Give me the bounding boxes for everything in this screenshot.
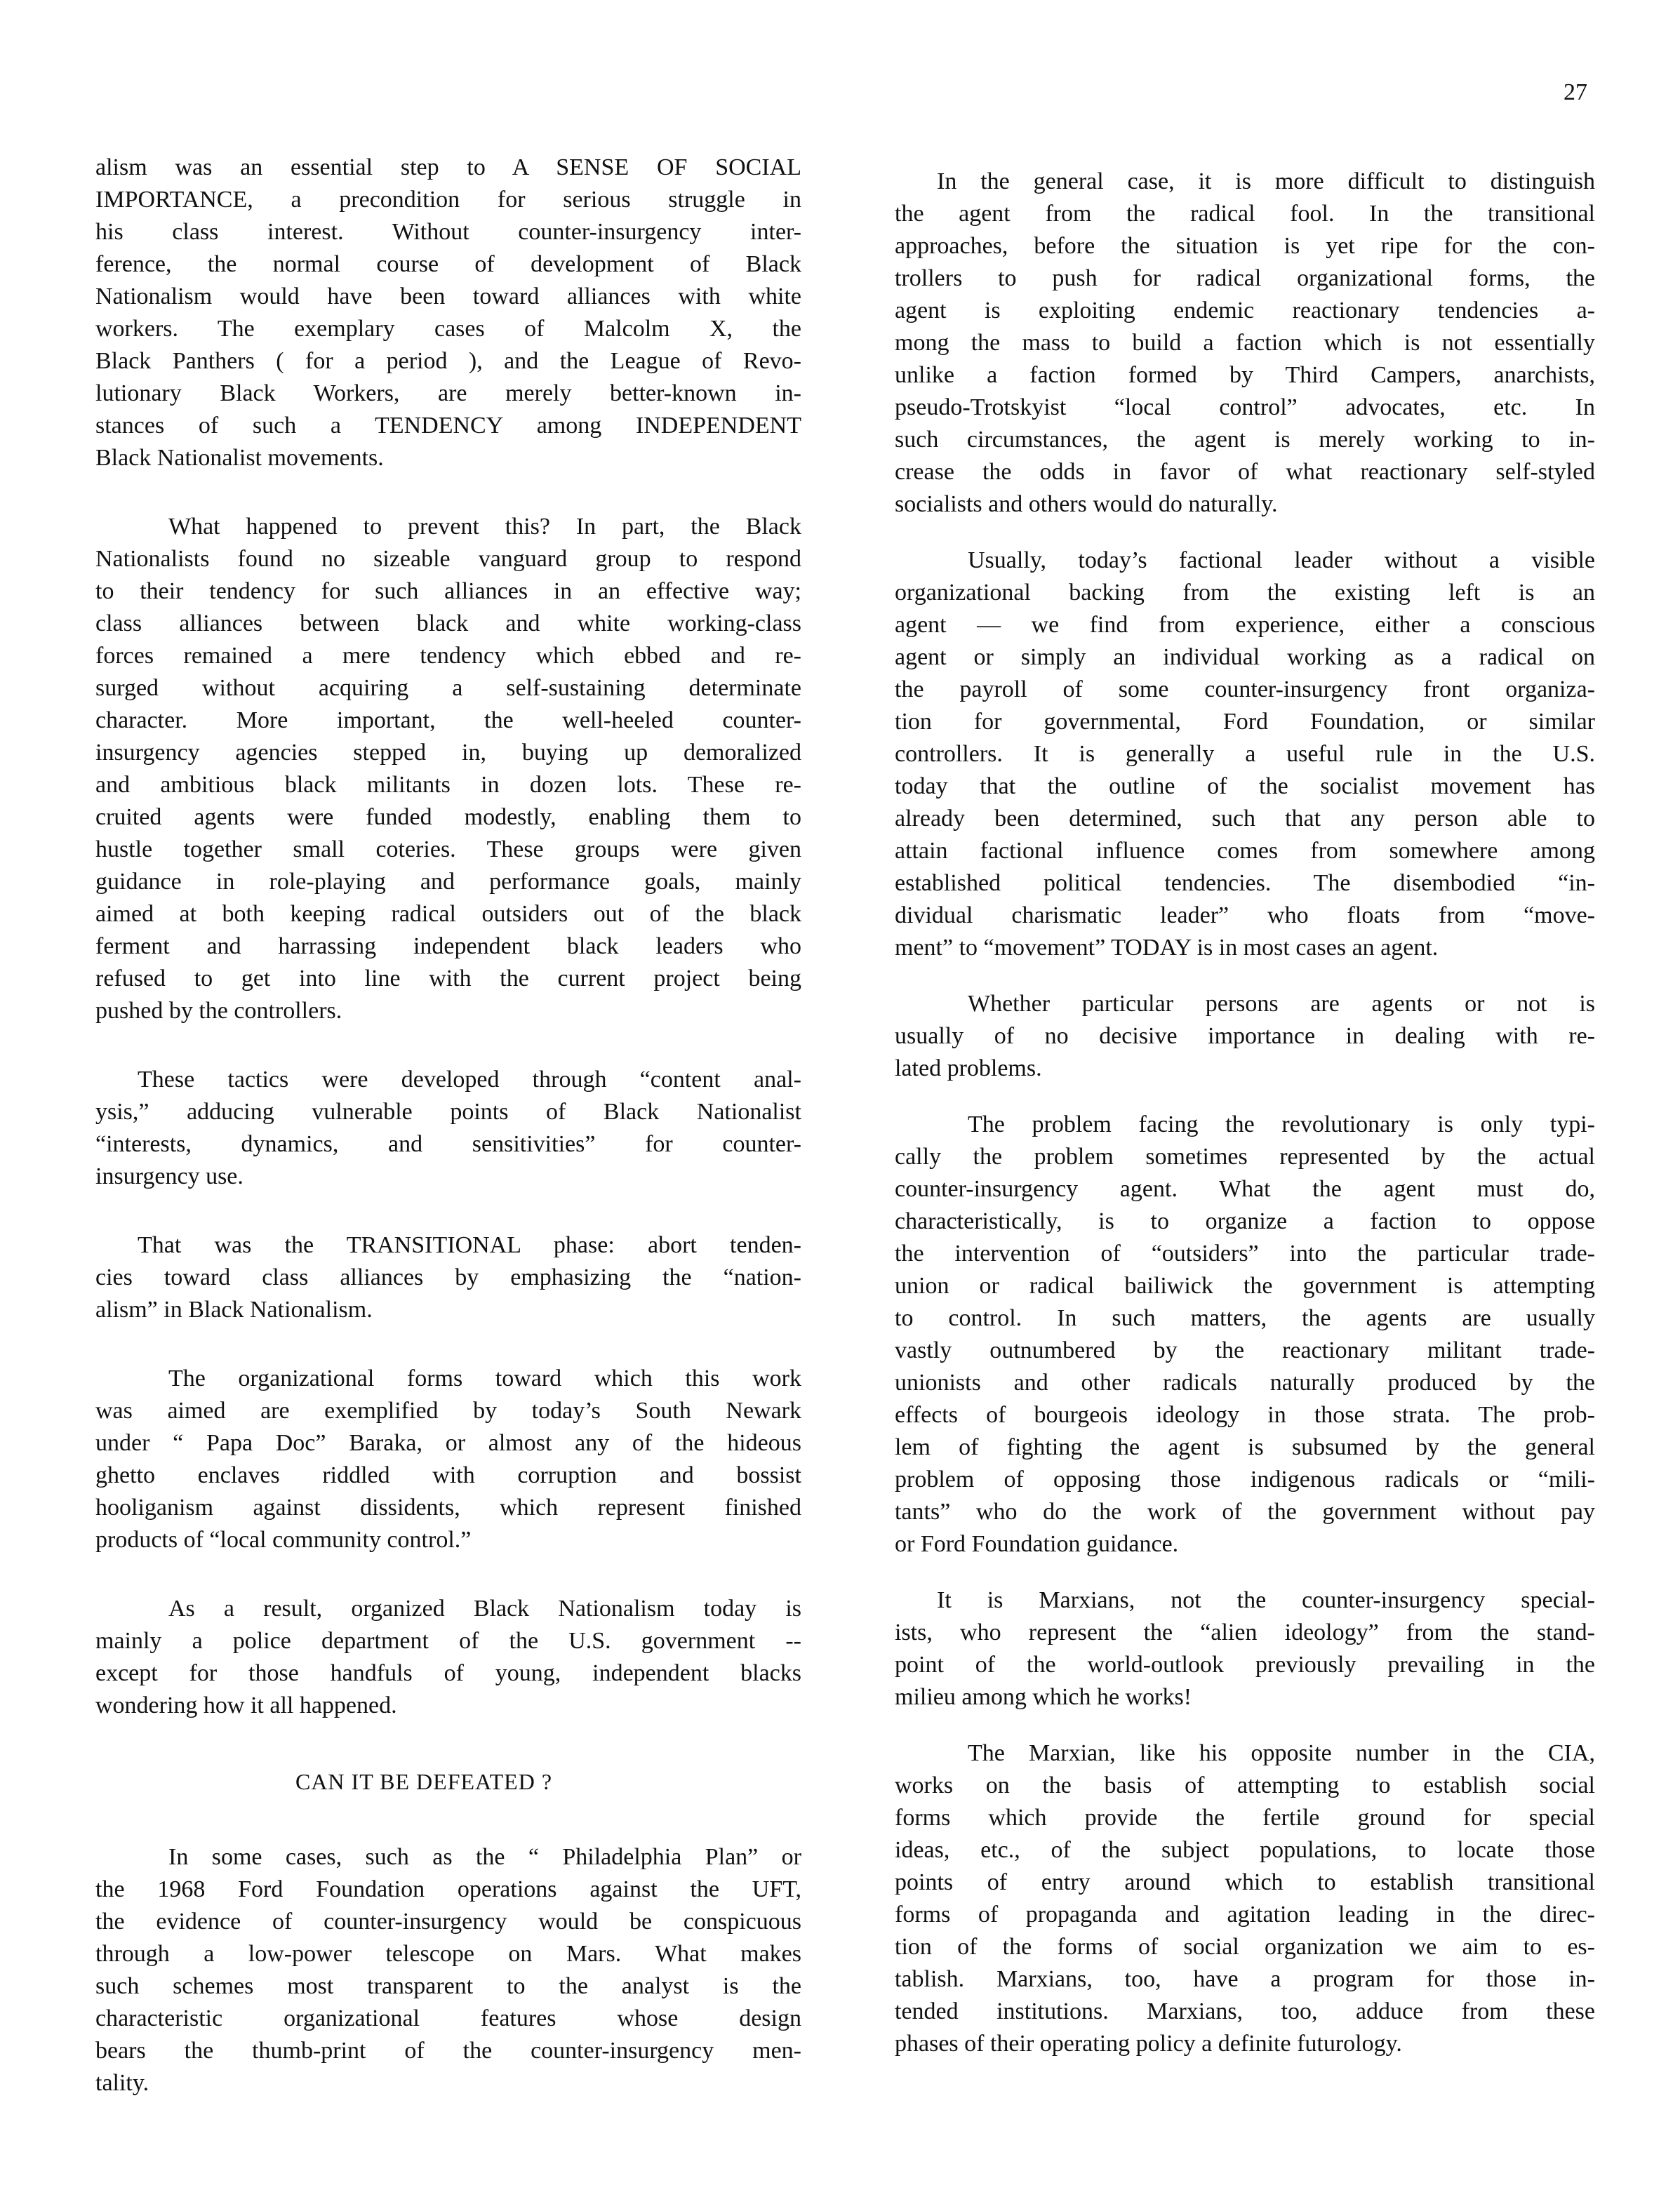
text-line: was aimed are exemplified by today’s South Newark xyxy=(95,1398,801,1424)
paragraph xyxy=(95,1841,801,2099)
text-line: Nationalists found no sizeable vanguard group to respond xyxy=(95,546,801,572)
text-line: The Marxian, like his opposite number in the CIA, xyxy=(968,1740,1595,1766)
text-line: cruited agents were funded modestly, enabling them to xyxy=(95,804,801,830)
text-line: under “ Papa Doc” Baraka, or almost any of the hideous xyxy=(95,1430,801,1456)
text-line: characteristically, is to organize a faction to oppose xyxy=(895,1208,1595,1234)
text-line: The problem facing the revolutionary is only typi- xyxy=(968,1111,1595,1137)
text-line: What happened to prevent this? In part, the Black xyxy=(168,514,801,540)
text-line: lem of fighting the agent is subsumed by the general xyxy=(895,1434,1595,1460)
text-line: unionists and other radicals naturally produced by the xyxy=(895,1370,1595,1396)
text-line: In the general case, it is more difficult to distinguish xyxy=(937,168,1595,194)
text-line: except for those handfuls of young, independent blacks xyxy=(95,1660,801,1686)
left-column xyxy=(95,152,801,2099)
text-line: bears the thumb-print of the counter-insurgency men- xyxy=(95,2038,801,2064)
text-line: to their tendency for such alliances in an effective way; xyxy=(95,578,801,604)
text-line: agent or simply an individual working as a radical on xyxy=(895,644,1595,670)
text-line: “interests, dynamics, and sensitivities” for counter- xyxy=(95,1131,801,1157)
text-line: agent — we find from experience, either a conscious xyxy=(895,612,1595,638)
text-line: through a low-power telescope on Mars. What makes xyxy=(95,1941,801,1967)
text-line: hooliganism against dissidents, which represent finished xyxy=(95,1495,801,1521)
text-line: alism was an essential step to A SENSE OF SOCIAL xyxy=(95,154,801,180)
text-line: established political tendencies. The disembodied “in- xyxy=(895,870,1595,896)
text-line: forms which provide the fertile ground for special xyxy=(895,1805,1595,1831)
text-line: crease the odds in favor of what reactionary self-styled xyxy=(895,459,1595,485)
left-paragraphs-after-heading xyxy=(95,1841,801,2099)
text-line: works on the basis of attempting to establish social xyxy=(895,1772,1595,1798)
text-line: phases of their operating policy a definite futurology. xyxy=(895,2031,1402,2057)
text-line: aimed at both keeping radical outsiders out of the black xyxy=(95,901,801,927)
text-line: It is Marxians, not the counter-insurgency special- xyxy=(937,1587,1595,1613)
text-line: the intervention of “outsiders” into the particular trade- xyxy=(895,1241,1595,1267)
text-line: such circumstances, the agent is merely working to in- xyxy=(895,427,1595,453)
text-line: workers. The exemplary cases of Malcolm X, the xyxy=(95,316,801,342)
section-heading: CAN IT BE DEFEATED ? xyxy=(295,1769,553,1794)
paragraph xyxy=(95,1363,801,1556)
text-line: These tactics were developed through “content anal- xyxy=(138,1067,801,1093)
text-line: counter-insurgency agent. What the agent must do, xyxy=(895,1176,1595,1202)
text-line: tality. xyxy=(95,2070,149,2096)
text-line: wondering how it all happened. xyxy=(95,1692,397,1718)
text-line: class alliances between black and white working-class xyxy=(95,610,801,636)
text-line: mong the mass to build a faction which is not essentially xyxy=(895,330,1595,356)
text-line: ment” to “movement” TODAY is in most cases an agent. xyxy=(895,935,1439,961)
text-line: to control. In such matters, the agents are usually xyxy=(895,1305,1595,1331)
text-line: Black Panthers ( for a period ), and the League of Revo- xyxy=(95,348,801,374)
text-line: pseudo-Trotskyist “local control” advocates, etc. In xyxy=(895,394,1595,420)
text-line: tants” who do the work of the government without pay xyxy=(895,1499,1595,1525)
text-line: approaches, before the situation is yet ripe for the con- xyxy=(895,233,1595,259)
text-line: milieu among which he works! xyxy=(895,1684,1192,1710)
text-line: In some cases, such as the “ Philadelphia Plan” or xyxy=(168,1844,801,1870)
text-line: tion of the forms of social organization we aim to es- xyxy=(895,1934,1595,1960)
text-line: socialists and others would do naturally. xyxy=(895,491,1278,517)
paragraph xyxy=(95,1064,801,1193)
text-line: already been determined, such that any person able to xyxy=(895,806,1595,831)
text-line: organizational backing from the existing left is an xyxy=(895,580,1595,606)
text-line: hustle together small coteries. These groups were given xyxy=(95,836,801,862)
page-number: 27 xyxy=(1564,79,1587,105)
text-line: vastly outnumbered by the reactionary militant trade- xyxy=(895,1337,1595,1363)
paragraph xyxy=(95,511,801,1027)
text-line: alism” in Black Nationalism. xyxy=(95,1297,373,1323)
text-line: mainly a police department of the U.S. government -- xyxy=(95,1628,801,1654)
text-line: Whether particular persons are agents or not is xyxy=(968,991,1595,1017)
text-line: As a result, organized Black Nationalism today is xyxy=(168,1596,801,1622)
text-line: IMPORTANCE, a precondition for serious struggle in xyxy=(95,187,801,213)
text-line: attain factional influence comes from somewhere among xyxy=(895,838,1595,864)
text-line: point of the world-outlook previously prevailing in the xyxy=(895,1652,1595,1678)
text-line: the evidence of counter-insurgency would be conspicuous xyxy=(95,1909,801,1935)
paragraph xyxy=(895,545,1595,964)
right-paragraphs xyxy=(895,166,1595,2060)
text-line: effects of bourgeois ideology in those strata. The prob- xyxy=(895,1402,1595,1428)
text-line: refused to get into line with the current project being xyxy=(95,966,801,991)
text-line: forces remained a mere tendency which ebbed and re- xyxy=(95,643,801,669)
paragraph xyxy=(895,1109,1595,1561)
text-line: The organizational forms toward which this work xyxy=(168,1365,801,1391)
text-line: insurgency use. xyxy=(95,1163,244,1189)
paragraph xyxy=(895,1584,1595,1714)
text-line: unlike a faction formed by Third Campers, anarchists, xyxy=(895,362,1595,388)
paragraph xyxy=(95,152,801,474)
text-line: tended institutions. Marxians, too, adduce from these xyxy=(895,1998,1595,2024)
text-line: such schemes most transparent to the analyst is the xyxy=(95,1973,801,1999)
paragraph xyxy=(895,166,1595,521)
paragraph xyxy=(95,1593,801,1722)
text-line: problem of opposing those indigenous radicals or “mili- xyxy=(895,1467,1595,1492)
text-line: ists, who represent the “alien ideology” from the stand- xyxy=(895,1619,1595,1645)
text-line: controllers. It is generally a useful rule in the U.S. xyxy=(895,741,1595,767)
text-line: stances of such a TENDENCY among INDEPENDENT xyxy=(95,413,801,439)
text-line: surged without acquiring a self-sustaining determinate xyxy=(95,675,801,701)
text-line: guidance in role-playing and performance goals, mainly xyxy=(95,869,801,895)
text-line: agent is exploiting endemic reactionary tendencies a- xyxy=(895,298,1595,323)
text-line: today that the outline of the socialist movement has xyxy=(895,773,1595,799)
text-line: ysis,” adducing vulnerable points of Black Nationalist xyxy=(95,1099,801,1125)
text-line: his class interest. Without counter-insurgency inter- xyxy=(95,219,801,245)
text-line: Nationalism would have been toward alliances with white xyxy=(95,283,801,309)
text-line: trollers to push for radical organizational forms, the xyxy=(895,265,1595,291)
text-line: cies toward class alliances by emphasizing the “nation- xyxy=(95,1264,801,1290)
paragraph xyxy=(95,1229,801,1326)
text-line: ference, the normal course of development of Black xyxy=(95,251,801,277)
text-line: or Ford Foundation guidance. xyxy=(895,1531,1179,1557)
text-line: lated problems. xyxy=(895,1055,1042,1081)
text-line: ferment and harrassing independent black leaders who xyxy=(95,933,801,959)
text-line: tion for governmental, Ford Foundation, or similar xyxy=(895,709,1595,735)
text-line: the agent from the radical fool. In the transitional xyxy=(895,201,1595,227)
right-column xyxy=(895,166,1595,2060)
text-line: the payroll of some counter-insurgency front organiza- xyxy=(895,676,1595,702)
text-line: usually of no decisive importance in dealing with re- xyxy=(895,1023,1595,1049)
text-line: and ambitious black militants in dozen lots. These re- xyxy=(95,772,801,798)
text-line: forms of propaganda and agitation leading in the direc- xyxy=(895,1902,1595,1928)
text-line: ideas, etc., of the subject populations, to locate those xyxy=(895,1837,1595,1863)
text-line: insurgency agencies stepped in, buying up demoralized xyxy=(95,740,801,766)
text-line: ghetto enclaves riddled with corruption and bossist xyxy=(95,1462,801,1488)
text-line: Usually, today’s factional leader without a visible xyxy=(968,547,1595,573)
text-line: dividual charismatic leader” who floats from “move- xyxy=(895,902,1595,928)
text-line: lutionary Black Workers, are merely better-known in- xyxy=(95,380,801,406)
text-line: union or radical bailiwick the government is attempting xyxy=(895,1273,1595,1299)
text-line: points of entry around which to establish transitional xyxy=(895,1869,1595,1895)
text-line: character. More important, the well-heeled counter- xyxy=(95,707,801,733)
paragraph xyxy=(895,1737,1595,2060)
text-line: cally the problem sometimes represented by the actual xyxy=(895,1144,1595,1170)
paragraph xyxy=(895,988,1595,1085)
text-line: That was the TRANSITIONAL phase: abort tenden- xyxy=(138,1232,801,1258)
text-line: the 1968 Ford Foundation operations against the UFT, xyxy=(95,1876,801,1902)
text-line: pushed by the controllers. xyxy=(95,998,342,1024)
text-line: tablish. Marxians, too, have a program for those in- xyxy=(895,1966,1595,1992)
left-paragraphs-before-heading xyxy=(95,152,801,1722)
text-line: products of “local community control.” xyxy=(95,1527,472,1553)
text-line: characteristic organizational features whose design xyxy=(95,2005,801,2031)
text-line: Black Nationalist movements. xyxy=(95,445,384,471)
